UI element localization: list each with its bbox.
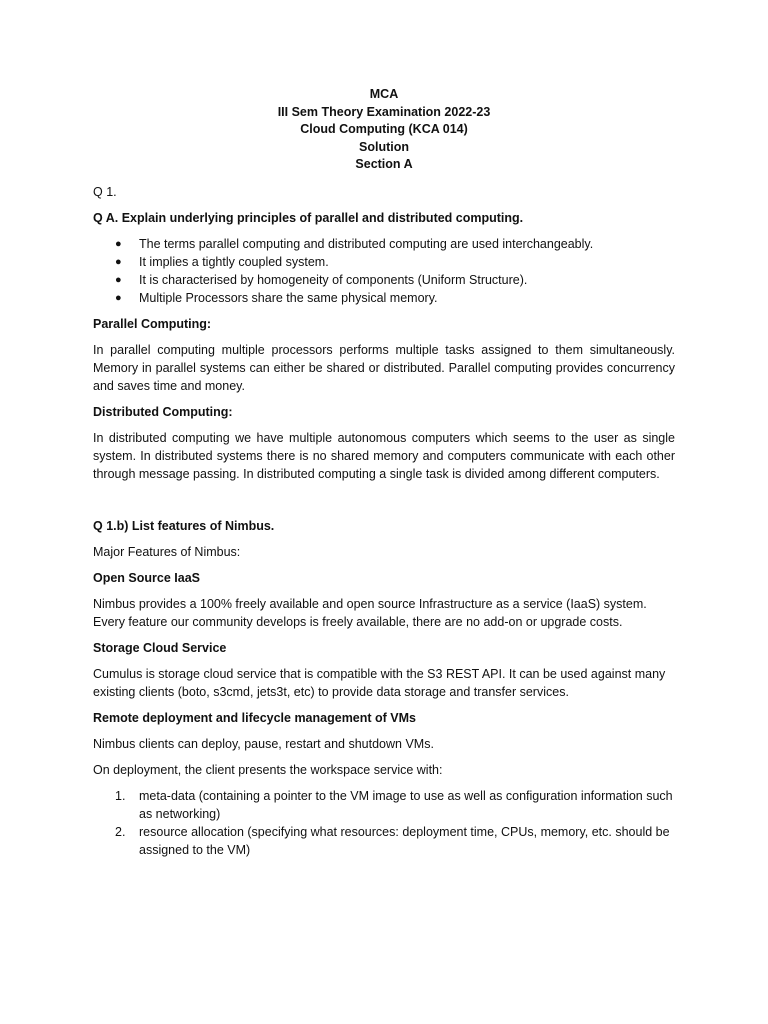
document-page [93,86,675,867]
storage-cloud-heading: Storage Cloud Service [93,640,227,655]
list-item [93,787,675,823]
question-b-heading: Q 1.b) List features of Nimbus. [93,518,275,533]
list-item-text: It implies a tightly coupled system. [139,254,329,269]
document-header [93,86,675,174]
bullet-icon: ● [115,255,122,268]
list-item-text: It is characterised by homogeneity of components (Uniform Structure). [139,272,528,287]
list-number: 1. [115,788,126,803]
list-item [93,289,675,307]
principles-bullet-list [93,235,675,307]
open-source-paragraph: Nimbus provides a 100% freely available and open source Infrastructure as a service (IaaS) system. Every feature our community develops is freely available, there are no add-on or upgrade costs. [93,596,647,629]
header-course: MCA [369,87,399,101]
list-item-text: meta-data (containing a pointer to the VM image to use as well as configuration information such as networking) [139,788,673,821]
header-section: Section A [355,157,413,171]
deployment-numbered-list [93,787,675,859]
header-solution: Solution [359,139,409,154]
list-item [93,253,675,271]
list-item [93,823,675,859]
list-item-text: The terms parallel computing and distributed computing are used interchangeably. [139,236,594,251]
open-source-heading: Open Source IaaS [93,570,200,585]
bullet-icon: ● [115,237,122,250]
question-number: Q 1. [93,184,117,199]
list-item [93,271,675,289]
bullet-icon: ● [115,273,122,286]
list-item-text: Multiple Processors share the same physical memory. [139,290,438,305]
bullet-icon: ● [115,291,122,304]
list-item-text: resource allocation (specifying what resources: deployment time, CPUs, memory, etc. should be assigned to the VM) [139,824,670,857]
nimbus-features-intro: Major Features of Nimbus: [93,544,241,559]
remote-deployment-paragraph: Nimbus clients can deploy, pause, restart and shutdown VMs. [93,736,434,751]
list-item [93,235,675,253]
deployment-intro-paragraph: On deployment, the client presents the workspace service with: [93,762,443,777]
section-spacer [93,491,675,517]
distributed-computing-paragraph: In distributed computing we have multiple autonomous computers which seems to the user as single system. In distributed systems there is no shared memory and computers communicate with each other through message passing. In distributed computing a single task is divided among different computers. [93,430,675,481]
header-exam: III Sem Theory Examination 2022-23 [277,104,491,119]
parallel-computing-paragraph: In parallel computing multiple processors performs multiple tasks assigned to them simultaneously. Memory in parallel systems can either be shared or distributed. Parallel computing provides concurrency and saves time and money. [93,342,675,393]
header-subject: Cloud Computing (KCA 014) [300,122,468,136]
question-a-heading: Q A. Explain underlying principles of parallel and distributed computing. [93,210,524,225]
storage-cloud-paragraph: Cumulus is storage cloud service that is compatible with the S3 REST API. It can be used against many existing clients (boto, s3cmd, jets3t, etc) to provide data storage and transfer services. [93,666,666,699]
remote-deployment-heading: Remote deployment and lifecycle management of VMs [93,710,416,725]
distributed-computing-heading: Distributed Computing: [93,404,233,419]
list-number: 2. [115,824,126,839]
parallel-computing-heading: Parallel Computing: [93,316,212,331]
